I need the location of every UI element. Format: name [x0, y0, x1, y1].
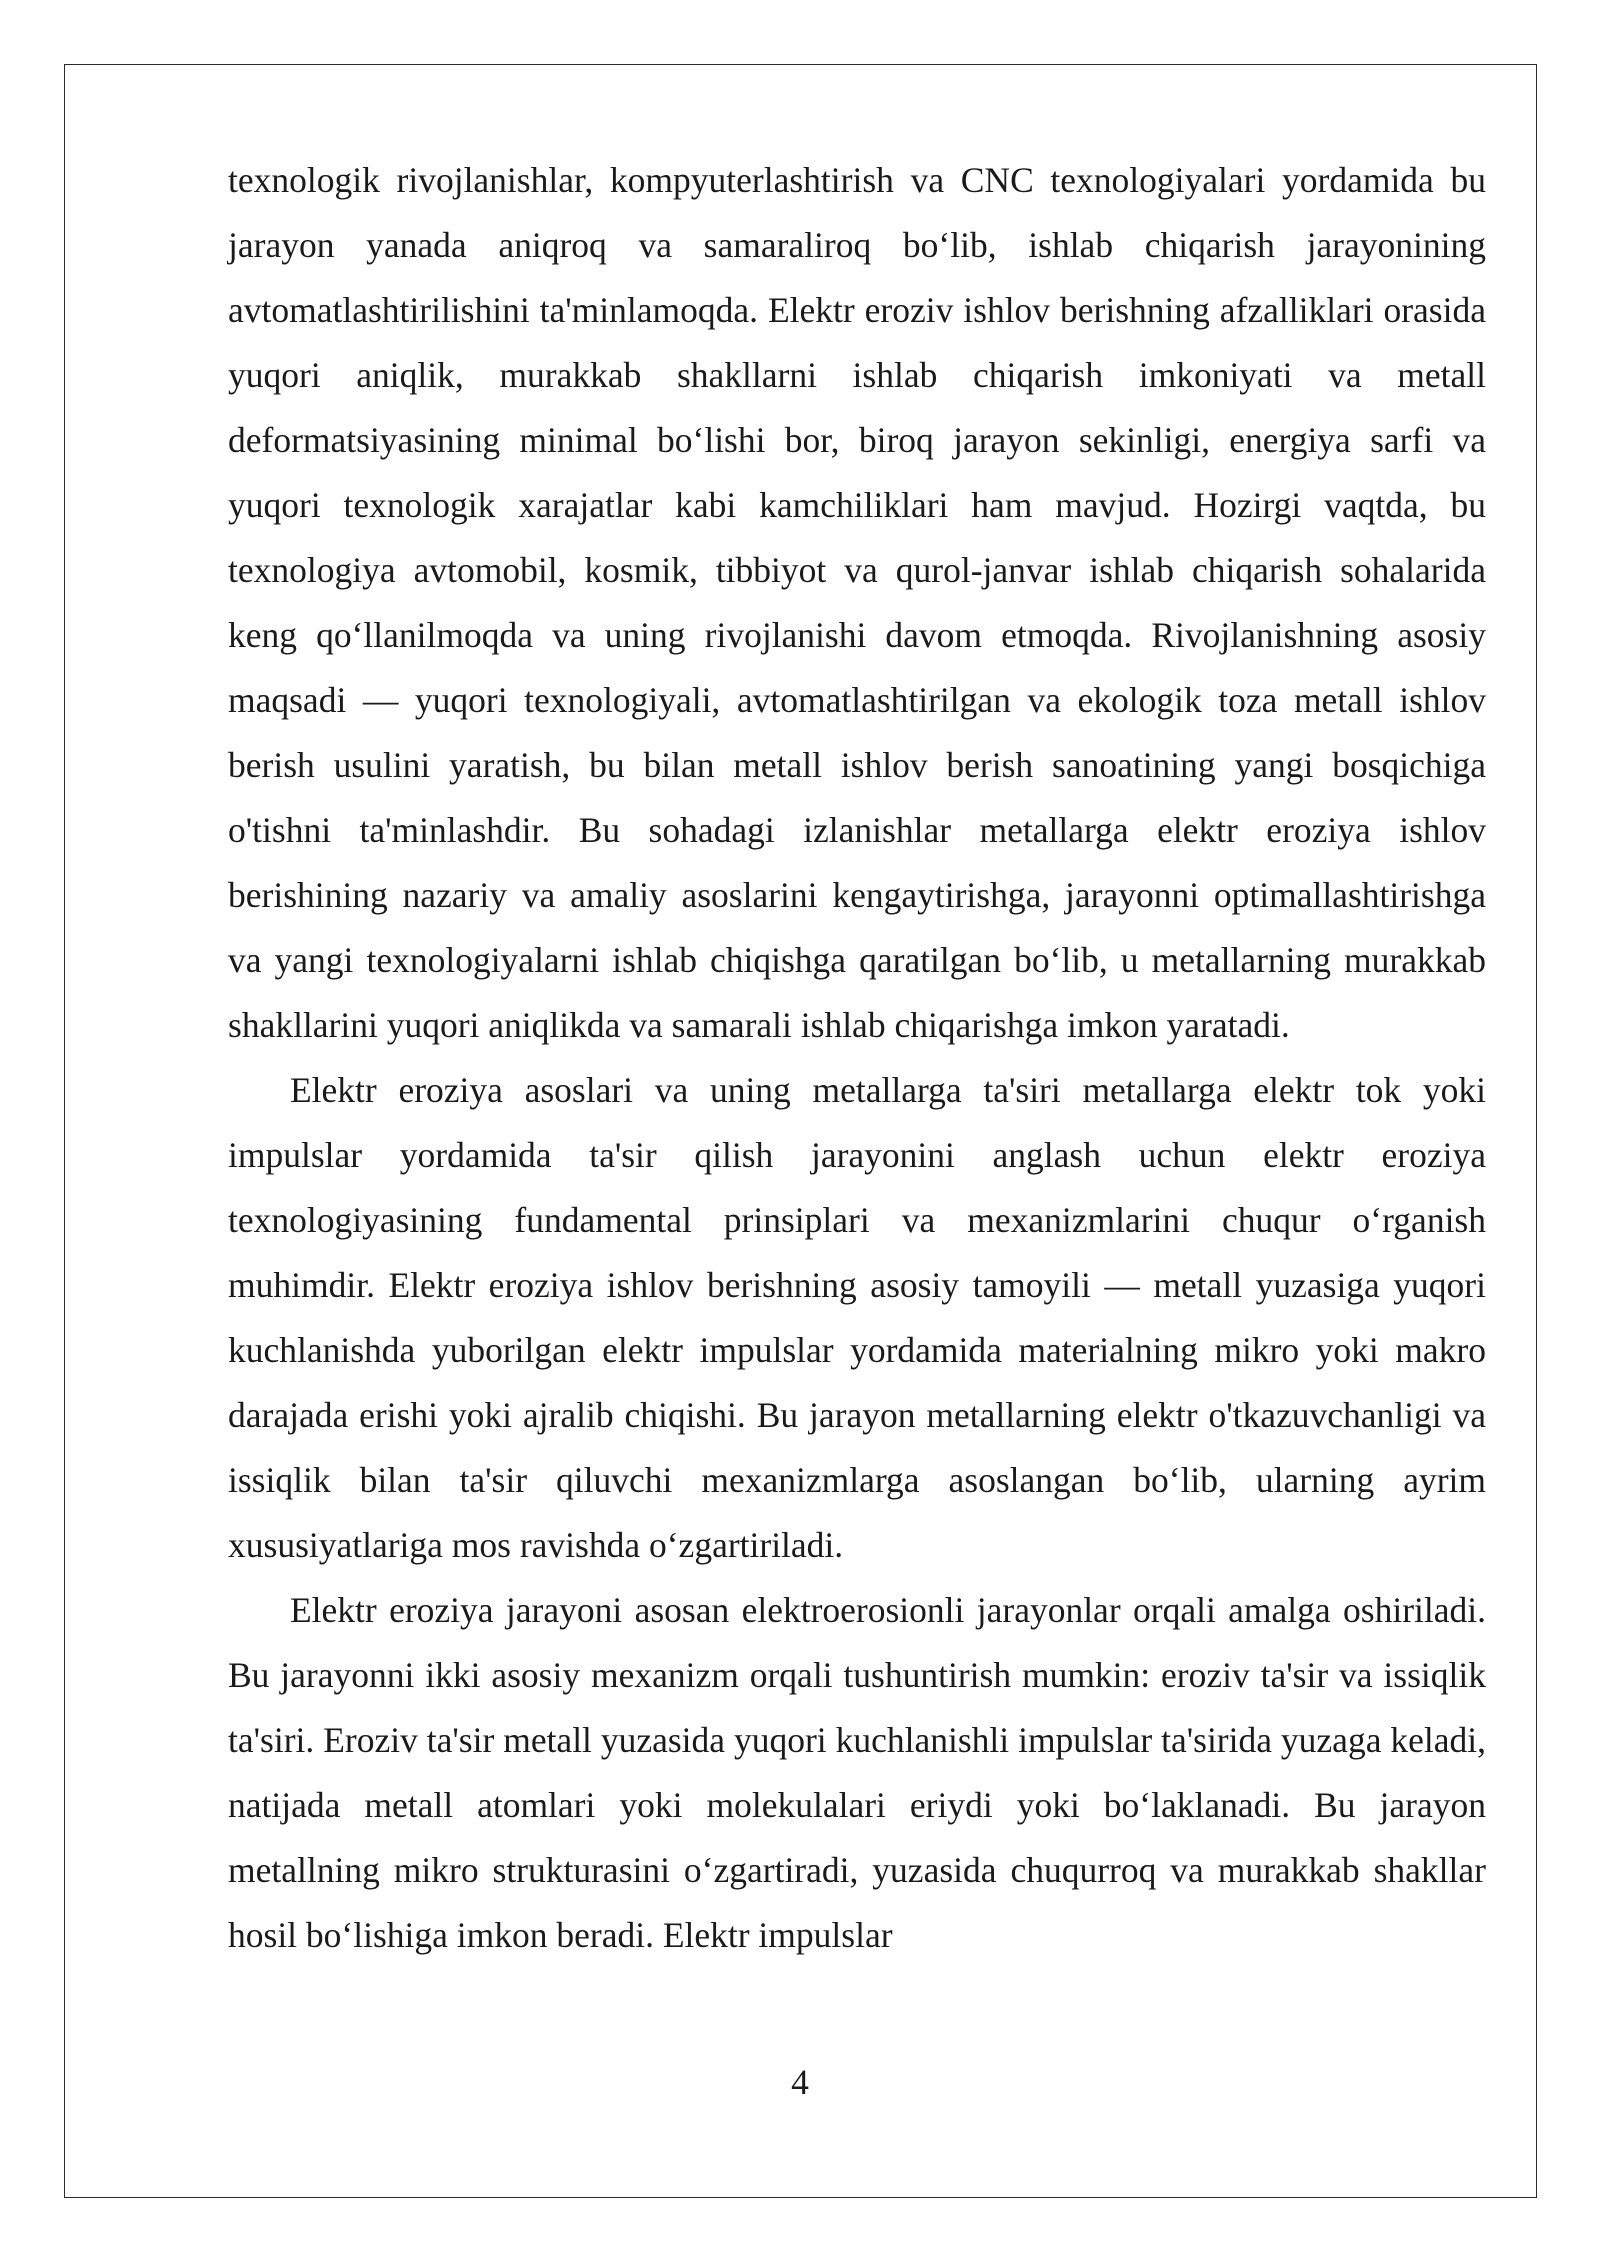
page-number: 4: [791, 2062, 809, 2102]
document-body: [228, 148, 1486, 1968]
paragraph-electro-erosion-basics: Elektr eroziya asoslari va uning metallarga ta'siri metallarga elektr tok yoki impulslar yordamida ta'sir qilish jarayonini anglash uchun elektr eroziya texnologiyasining fundamental prinsiplari va mexanizmlarini chuqur o‘rganish muhimdir. Elektr eroziya ishlov berishning asosiy tamoyili — metall yuzasiga yuqori kuchlanishda yuborilgan elektr impulslar yordamida materialning mikro yoki makro darajada erishi yoki ajralib chiqishi. Bu jarayon metallarning elektr o'tkazuvchanligi va issiqlik bilan ta'sir qiluvchi mexanizmlarga asoslangan bo‘lib, ularning ayrim xususiyatlariga mos ravishda o‘zgartiriladi.: [228, 1070, 1486, 1565]
paragraph-continuation: texnologik rivojlanishlar, kompyuterlashtirish va CNC texnologiyalari yordamida bu jarayon yanada aniqroq va samaraliroq bo‘lib, ishlab chiqarish jarayonining avtomatlashtirilishini ta'minlamoqda. Elektr eroziv ishlov berishning afzalliklari orasida yuqori aniqlik, murakkab shakllarni ishlab chiqarish imkoniyati va metall deformatsiyasining minimal bo‘lishi bor, biroq jarayon sekinligi, energiya sarfi va yuqori texnologik xarajatlar kabi kamchiliklari ham mavjud. Hozirgi vaqtda, bu texnologiya avtomobil, kosmik, tibbiyot va qurol-janvar ishlab chiqarish sohalarida keng qo‘llanilmoqda va uning rivojlanishi davom etmoqda. Rivojlanishning asosiy maqsadi — yuqori texnologiyali, avtomatlashtirilgan va ekologik toza metall ishlov berish usulini yaratish, bu bilan metall ishlov berish sanoatining yangi bosqichiga o'tishni ta'minlashdir. Bu sohadagi izlanishlar metallarga elektr eroziya ishlov berishining nazariy va amaliy asoslarini kengaytirishga, jarayonni optimallashtirishga va yangi texnologiyalarni ishlab chiqishga qaratilgan bo‘lib, u metallarning murakkab shakllarini yuqori aniqlikda va samarali ishlab chiqarishga imkon yaratadi.: [228, 160, 1486, 1045]
paragraph-erosion-process: Elektr eroziya jarayoni asosan elektroerosionli jarayonlar orqali amalga oshiriladi. Bu jarayonni ikki asosiy mexanizm orqali tushuntirish mumkin: eroziv ta'sir va issiqlik ta'siri. Eroziv ta'sir metall yuzasida yuqori kuchlanishli impulslar ta'sirida yuzaga keladi, natijada metall atomlari yoki molekulalari eriydi yoki bo‘laklanadi. Bu jarayon metallning mikro strukturasini o‘zgartiradi, yuzasida chuqurroq va murakkab shakllar hosil bo‘lishiga imkon beradi. Elektr impulslar: [228, 1590, 1486, 1955]
